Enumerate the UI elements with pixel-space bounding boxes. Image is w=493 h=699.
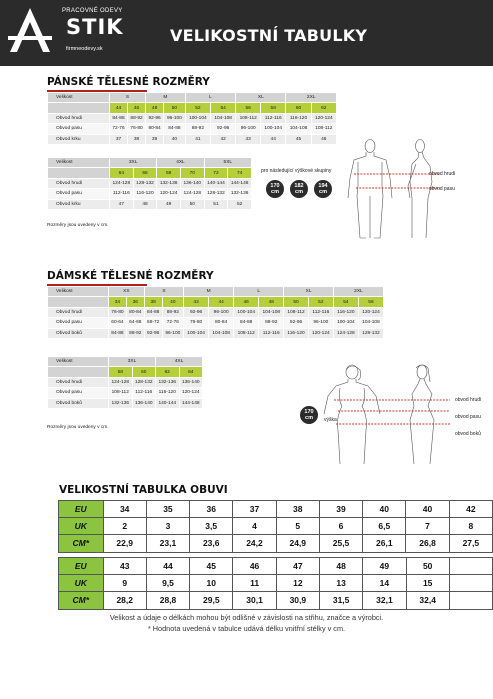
height-value: 170: [270, 183, 280, 189]
table-cell: 112-116: [308, 307, 333, 317]
table-cell: 44: [146, 558, 189, 575]
table-cell: 32,4: [406, 592, 449, 609]
size-cell: 50: [284, 297, 309, 307]
table-cell: 116-120: [333, 307, 358, 317]
row-label: Obvod hrudi: [48, 178, 110, 188]
table-cell: 124-128: [110, 178, 134, 188]
table-cell: 132-136: [109, 398, 133, 408]
size-label: Velikost: [48, 158, 110, 168]
table-row: [48, 357, 203, 367]
table-row: [48, 328, 384, 338]
table-cell: 60-64: [109, 318, 127, 328]
table-cell: 46: [311, 134, 336, 144]
size-cell: 44: [110, 103, 128, 113]
table-cell: 140-144: [156, 398, 180, 408]
table-row: [48, 189, 252, 199]
table-row: [59, 575, 493, 592]
table-cell: 37: [233, 501, 276, 518]
table-cell: 104-108: [358, 318, 383, 328]
table-row: [48, 158, 252, 168]
table-cell: 120-124: [358, 307, 383, 317]
hips-annotation: obvod boků: [455, 431, 481, 437]
size-group: 3XL: [109, 357, 156, 367]
table-cell: 100-104: [261, 124, 286, 134]
height-badge: [300, 406, 318, 424]
row-label: Obvod boků: [48, 398, 109, 408]
table-cell: 80-84: [126, 307, 144, 317]
size-cell: 62: [156, 367, 180, 377]
cm-label: CM*: [59, 592, 104, 609]
eu-label: EU: [59, 501, 104, 518]
size-group: 4XL: [156, 357, 203, 367]
height-value: 182: [294, 183, 304, 189]
logo-a-icon: [6, 6, 54, 58]
blank-cell: [48, 297, 109, 307]
row-label: Obvod pasu: [48, 124, 110, 134]
size-group: XS: [109, 287, 145, 297]
height-value: 170: [304, 409, 314, 415]
table-cell: 28,2: [103, 592, 146, 609]
table-cell: 22,9: [103, 535, 146, 552]
table-cell: 108-112: [109, 388, 133, 398]
row-label: Obvod pasu: [48, 189, 110, 199]
table-row: [48, 93, 337, 103]
table-cell: 88-92: [185, 124, 210, 134]
table-cell: 34: [103, 501, 146, 518]
table-cell: 40: [164, 134, 186, 144]
table-cell: 2: [103, 518, 146, 535]
table-cell: 44: [261, 134, 286, 144]
row-label: Obvod boků: [48, 328, 109, 338]
table-cell: 112-116: [259, 328, 284, 338]
table-cell: 96-100: [236, 124, 261, 134]
table-cell: 30,9: [276, 592, 319, 609]
size-group: M: [184, 287, 234, 297]
table-cell: 25,5: [319, 535, 362, 552]
size-group: 5XL: [204, 158, 251, 168]
table-cell: 100-104: [185, 113, 210, 123]
height-annotation: výška: [324, 417, 337, 423]
table-cell: 76-80: [109, 307, 127, 317]
height-unit: cm: [271, 189, 279, 195]
table-cell: 45: [286, 134, 311, 144]
chest-annotation: obvod hrudi: [455, 397, 482, 403]
table-cell: 6: [319, 518, 362, 535]
table-cell: 3: [146, 518, 189, 535]
table-row: [48, 398, 203, 408]
table-cell: 116-120: [156, 388, 180, 398]
table-cell: 116-120: [133, 189, 157, 199]
table-cell: 136-140: [132, 398, 156, 408]
table-cell: 108-112: [311, 124, 336, 134]
table-row: [48, 124, 337, 134]
table-cell: 23,6: [190, 535, 233, 552]
women-size-table: [47, 286, 384, 339]
table-cell: 80-84: [146, 124, 164, 134]
table-cell: 80-84: [209, 318, 234, 328]
size-cell: 46: [234, 297, 259, 307]
size-cell: 58: [261, 103, 286, 113]
table-cell: 76-80: [184, 318, 209, 328]
size-cell: 34: [109, 297, 127, 307]
size-cell: 54: [211, 103, 236, 113]
size-cell: 56: [358, 297, 383, 307]
table-row: [59, 535, 493, 552]
blank-cell: [48, 103, 110, 113]
table-cell: 47: [110, 199, 134, 209]
blank-cell: [48, 367, 109, 377]
men-size-table: [47, 92, 337, 145]
table-cell: 68-72: [144, 318, 162, 328]
table-cell: 38: [276, 501, 319, 518]
women-size-table-large: [47, 356, 203, 409]
table-row: [48, 307, 384, 317]
table-cell: 104-108: [259, 307, 284, 317]
shoe-section-title: VELIKOSTNÍ TABULKA OBUVI: [59, 484, 228, 496]
table-cell: 49: [157, 199, 181, 209]
table-cell: 88-92: [128, 113, 146, 123]
size-cell: 54: [333, 297, 358, 307]
table-cell: 120-124: [311, 113, 336, 123]
table-cell: 4: [233, 518, 276, 535]
table-cell: 50: [406, 558, 449, 575]
size-cell: 64: [110, 168, 134, 178]
table-cell: 128-132: [204, 189, 228, 199]
row-label: Obvod krku: [48, 199, 110, 209]
table-cell: 31,5: [319, 592, 362, 609]
table-row: [48, 178, 252, 188]
table-cell: 46: [233, 558, 276, 575]
table-cell: 37: [110, 134, 128, 144]
table-cell: 43: [103, 558, 146, 575]
table-cell: 108-112: [236, 113, 261, 123]
table-cell: 41: [185, 134, 210, 144]
table-cell: 108-112: [234, 328, 259, 338]
men-size-table-large: [47, 157, 252, 210]
table-cell: 140-144: [204, 178, 228, 188]
table-cell: 39: [319, 501, 362, 518]
table-cell: 35: [146, 501, 189, 518]
uk-label: UK: [59, 518, 104, 535]
table-cell: 72-76: [162, 318, 183, 328]
table-cell: 72-76: [110, 124, 128, 134]
row-label: Obvod hrudi: [48, 307, 109, 317]
women-note: Rozměry jsou uvedeny v cm.: [47, 425, 109, 430]
table-row: [48, 199, 252, 209]
table-cell: 112-116: [261, 113, 286, 123]
table-cell: 124-128: [333, 328, 358, 338]
table-row: [48, 367, 203, 377]
table-cell: 39: [146, 134, 164, 144]
table-row: [48, 287, 384, 297]
size-cell: 62: [311, 103, 336, 113]
size-cell: 46: [128, 103, 146, 113]
shoe-size-table-large: [58, 557, 493, 610]
empty-cell: [449, 575, 492, 592]
table-cell: 45: [190, 558, 233, 575]
table-cell: 48: [319, 558, 362, 575]
table-cell: 64-68: [126, 318, 144, 328]
table-cell: 108-112: [284, 307, 309, 317]
table-cell: 43: [236, 134, 261, 144]
table-cell: 10: [190, 575, 233, 592]
table-row: [48, 388, 203, 398]
size-group: XL: [284, 287, 334, 297]
size-cell: 72: [204, 168, 228, 178]
table-cell: 96-100: [162, 328, 183, 338]
table-cell: 76-80: [128, 124, 146, 134]
table-cell: 12: [276, 575, 319, 592]
table-cell: 13: [319, 575, 362, 592]
table-cell: 23,1: [146, 535, 189, 552]
size-group: M: [146, 93, 186, 103]
table-cell: 26,1: [363, 535, 406, 552]
men-section-title: PÁNSKÉ TĚLESNÉ ROZMĚRY: [47, 76, 210, 88]
table-cell: 144-148: [228, 178, 252, 188]
table-cell: 92-96: [144, 328, 162, 338]
table-cell: 120-124: [179, 388, 203, 398]
table-cell: 3,5: [190, 518, 233, 535]
table-cell: 14: [363, 575, 406, 592]
table-cell: 84-88: [164, 124, 186, 134]
table-cell: 92-96: [146, 113, 164, 123]
table-cell: 30,1: [233, 592, 276, 609]
table-cell: 11: [233, 575, 276, 592]
table-cell: 7: [406, 518, 449, 535]
table-cell: 92-96: [284, 318, 309, 328]
table-cell: 24,9: [276, 535, 319, 552]
height-badge: [314, 180, 332, 198]
table-cell: 29,5: [190, 592, 233, 609]
table-row: [59, 558, 493, 575]
table-row: [48, 318, 384, 328]
table-cell: 92-96: [211, 124, 236, 134]
table-cell: 40: [363, 501, 406, 518]
footnote-insole: * Hodnota uvedená v tabulce udává délku vnitřní stélky v cm.: [147, 624, 346, 633]
size-group: 2XL: [333, 287, 383, 297]
empty-cell: [449, 592, 492, 609]
chest-annotation: obvod hrudi: [429, 171, 456, 177]
size-cell: 66: [133, 168, 157, 178]
size-cell: 44: [209, 297, 234, 307]
table-cell: 144-148: [179, 398, 203, 408]
height-unit: cm: [295, 189, 303, 195]
table-cell: 100-104: [333, 318, 358, 328]
height-value: 194: [318, 183, 328, 189]
table-cell: 132-136: [228, 189, 252, 199]
table-cell: 88-92: [162, 307, 183, 317]
table-cell: 104-108: [286, 124, 311, 134]
row-label: Obvod pasu: [48, 388, 109, 398]
table-cell: 88-92: [126, 328, 144, 338]
table-cell: 104-108: [211, 113, 236, 123]
size-cell: 52: [185, 103, 210, 113]
height-badge: [266, 180, 284, 198]
size-group: 2XL: [286, 93, 337, 103]
table-cell: 132-136: [157, 178, 181, 188]
table-cell: 96-100: [209, 307, 234, 317]
table-cell: 128-132: [358, 328, 383, 338]
table-cell: 9,5: [146, 575, 189, 592]
size-cell: 58: [109, 367, 133, 377]
brand-top-text: PRACOVNÉ ODEVY: [62, 8, 123, 14]
table-cell: 5: [276, 518, 319, 535]
table-cell: 120-124: [308, 328, 333, 338]
row-label: Obvod hrudi: [48, 113, 110, 123]
uk-label: UK: [59, 575, 104, 592]
row-label: Obvod pasu: [48, 318, 109, 328]
table-cell: 26,8: [406, 535, 449, 552]
table-cell: 136-140: [179, 377, 203, 387]
table-cell: 38: [128, 134, 146, 144]
table-cell: 124-128: [180, 189, 204, 199]
table-row: [48, 297, 384, 307]
size-cell: 36: [126, 297, 144, 307]
men-note: Rozměry jsou uvedeny v cm.: [47, 223, 109, 228]
size-cell: 38: [144, 297, 162, 307]
height-unit: cm: [305, 415, 313, 421]
waist-annotation: obvod pasu: [429, 186, 455, 192]
brand-logo: [6, 6, 126, 58]
table-cell: 92-96: [184, 307, 209, 317]
table-cell: 47: [276, 558, 319, 575]
table-cell: 116-120: [286, 113, 311, 123]
size-label: Velikost: [48, 93, 110, 103]
size-group: 3XL: [110, 158, 157, 168]
table-cell: 128-132: [132, 377, 156, 387]
footnote-variation: Velikost a údaje o délkách mohou být odlišné v závislosti na střihu, značce a výrobci.: [109, 613, 384, 622]
table-cell: 40: [406, 501, 449, 518]
size-group: L: [185, 93, 236, 103]
height-groups-caption: pro následující výškové skupiny: [261, 168, 332, 174]
table-cell: 15: [406, 575, 449, 592]
table-cell: 136-140: [180, 178, 204, 188]
size-cell: 56: [236, 103, 261, 113]
table-cell: 52: [228, 199, 252, 209]
table-cell: 48: [133, 199, 157, 209]
table-cell: 50: [180, 199, 204, 209]
brand-url: firmneodevy.sk: [66, 46, 103, 52]
blank-cell: [48, 168, 110, 178]
table-row: [48, 168, 252, 178]
table-row: [59, 592, 493, 609]
brand-name: STIK: [66, 15, 124, 39]
size-cell: 48: [146, 103, 164, 113]
table-cell: 88-92: [259, 318, 284, 328]
size-group: L: [234, 287, 284, 297]
table-cell: 8: [449, 518, 492, 535]
size-group: XL: [236, 93, 286, 103]
table-cell: 112-116: [132, 388, 156, 398]
waist-annotation: obvod pasu: [455, 414, 481, 420]
header-bar: [0, 0, 493, 66]
size-cell: 48: [259, 297, 284, 307]
table-cell: 42: [211, 134, 236, 144]
table-cell: 51: [204, 199, 228, 209]
size-group: S: [144, 287, 183, 297]
empty-cell: [449, 558, 492, 575]
eu-label: EU: [59, 558, 104, 575]
size-cell: 40: [162, 297, 183, 307]
page-title: VELIKOSTNÍ TABULKY: [170, 26, 368, 45]
table-cell: 28,8: [146, 592, 189, 609]
size-cell: 68: [157, 168, 181, 178]
table-cell: 32,1: [363, 592, 406, 609]
height-unit: cm: [319, 189, 327, 195]
size-cell: 64: [179, 367, 203, 377]
table-row: [48, 103, 337, 113]
shoe-size-table: [58, 500, 493, 553]
table-cell: 84-88: [234, 318, 259, 328]
table-cell: 96-100: [164, 113, 186, 123]
table-row: [59, 501, 493, 518]
table-cell: 6,5: [363, 518, 406, 535]
table-cell: 100-104: [184, 328, 209, 338]
row-label: Obvod hrudi: [48, 377, 109, 387]
size-label: Velikost: [48, 287, 109, 297]
table-cell: 84-88: [110, 113, 128, 123]
size-label: Velikost: [48, 357, 109, 367]
table-row: [59, 518, 493, 535]
size-cell: 42: [184, 297, 209, 307]
size-cell: 60: [286, 103, 311, 113]
height-badge: [290, 180, 308, 198]
women-section-title: DÁMSKÉ TĚLESNÉ ROZMĚRY: [47, 270, 214, 282]
table-cell: 36: [190, 501, 233, 518]
row-label: Obvod krku: [48, 134, 110, 144]
size-cell: 52: [308, 297, 333, 307]
table-cell: 132-136: [156, 377, 180, 387]
table-cell: 84-88: [109, 328, 127, 338]
size-cell: 70: [180, 168, 204, 178]
table-cell: 112-116: [110, 189, 134, 199]
size-cell: 74: [228, 168, 252, 178]
size-cell: 60: [132, 367, 156, 377]
table-cell: 96-100: [308, 318, 333, 328]
table-cell: 84-88: [144, 307, 162, 317]
table-row: [48, 134, 337, 144]
table-cell: 100-104: [234, 307, 259, 317]
table-row: [48, 113, 337, 123]
table-row: [48, 377, 203, 387]
size-cell: 50: [164, 103, 186, 113]
table-cell: 24,2: [233, 535, 276, 552]
cm-label: CM*: [59, 535, 104, 552]
table-cell: 42: [449, 501, 492, 518]
table-cell: 128-132: [133, 178, 157, 188]
table-cell: 27,5: [449, 535, 492, 552]
size-group: 4XL: [157, 158, 204, 168]
table-cell: 9: [103, 575, 146, 592]
table-cell: 49: [363, 558, 406, 575]
table-cell: 124-128: [109, 377, 133, 387]
size-group: S: [110, 93, 146, 103]
table-cell: 116-120: [284, 328, 309, 338]
table-cell: 120-124: [157, 189, 181, 199]
table-cell: 104-108: [209, 328, 234, 338]
